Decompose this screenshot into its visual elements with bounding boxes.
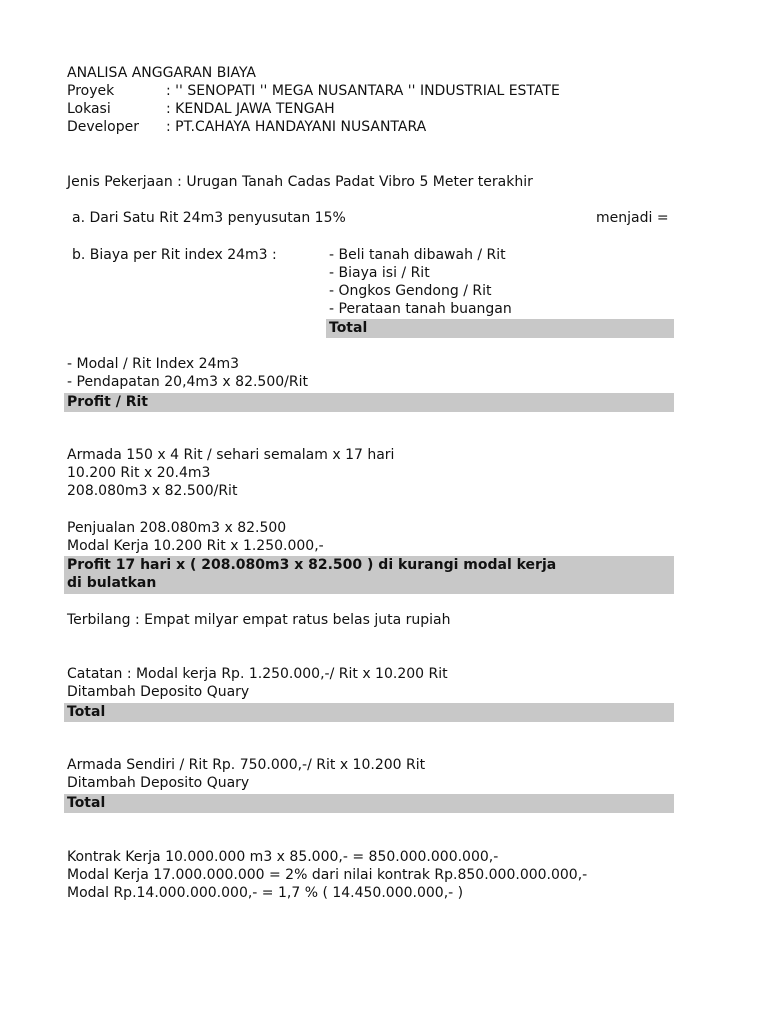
profit-17-hari-line-2: di bulatkan — [67, 575, 157, 591]
profit-rit-label: Profit / Rit — [67, 394, 148, 410]
header-value-proyek: : '' SENOPATI '' MEGA NUSANTARA '' INDUSTRIAL ESTATE — [166, 83, 560, 99]
cost-item-ongkos-gendong: - Ongkos Gendong / Rit — [329, 283, 492, 299]
armada-sendiri-total-label: Total — [67, 795, 106, 811]
modal-kerja-kontrak-line: Modal Kerja 17.000.000.000 = 2% dari nilai kontrak Rp.850.000.000.000,- — [67, 867, 588, 883]
terbilang-line: Terbilang : Empat milyar empat ratus belas juta rupiah — [67, 612, 451, 628]
header-label-proyek: Proyek — [67, 83, 115, 99]
header-value-lokasi: : KENDAL JAWA TENGAH — [166, 101, 335, 117]
item-a-result-label: menjadi = — [596, 210, 669, 226]
profit-17-hari-band — [64, 556, 674, 594]
armada-line-3: 208.080m3 x 82.500/Rit — [67, 483, 238, 499]
cost-item-perataan: - Perataan tanah buangan — [329, 301, 512, 317]
modal-persen-line: Modal Rp.14.000.000.000,- = 1,7 % ( 14.450.000.000,- ) — [67, 885, 464, 901]
modal-rit-line: - Modal / Rit Index 24m3 — [67, 356, 240, 372]
header-label-lokasi: Lokasi — [67, 101, 111, 117]
item-a-text: a. Dari Satu Rit 24m3 penyusutan 15% — [72, 210, 346, 226]
document-title: ANALISA ANGGARAN BIAYA — [67, 65, 256, 81]
profit-17-hari-line-1: Profit 17 hari x ( 208.080m3 x 82.500 ) di kurangi modal kerja — [67, 557, 557, 573]
item-b-total-band — [326, 319, 674, 338]
armada-line-1: Armada 150 x 4 Rit / sehari semalam x 17 hari — [67, 447, 395, 463]
catatan-line: Catatan : Modal kerja Rp. 1.250.000,-/ Rit x 10.200 Rit — [67, 666, 448, 682]
catatan-total-label: Total — [67, 704, 106, 720]
armada-sendiri-line: Armada Sendiri / Rit Rp. 750.000,-/ Rit x 10.200 Rit — [67, 757, 426, 773]
jenis-pekerjaan: Jenis Pekerjaan : Urugan Tanah Cadas Padat Vibro 5 Meter terakhir — [67, 174, 533, 190]
modal-kerja-line: Modal Kerja 10.200 Rit x 1.250.000,- — [67, 538, 324, 554]
header-label-developer: Developer — [67, 119, 140, 135]
item-b-text: b. Biaya per Rit index 24m3 : — [72, 247, 277, 263]
kontrak-kerja-line: Kontrak Kerja 10.000.000 m3 x 85.000,- = 850.000.000.000,- — [67, 849, 499, 865]
profit-rit-band — [64, 393, 674, 412]
header-value-developer: : PT.CAHAYA HANDAYANI NUSANTARA — [166, 119, 427, 135]
armada-sendiri-deposito-line: Ditambah Deposito Quary — [67, 775, 250, 791]
item-b-total-label: Total — [329, 320, 368, 336]
pendapatan-line: - Pendapatan 20,4m3 x 82.500/Rit — [67, 374, 308, 390]
penjualan-line: Penjualan 208.080m3 x 82.500 — [67, 520, 287, 536]
catatan-deposito-line: Ditambah Deposito Quary — [67, 684, 250, 700]
cost-item-beli-tanah: - Beli tanah dibawah / Rit — [329, 247, 506, 263]
armada-line-2: 10.200 Rit x 20.4m3 — [67, 465, 211, 481]
armada-sendiri-total-band — [64, 794, 674, 813]
cost-item-biaya-isi: - Biaya isi / Rit — [329, 265, 430, 281]
catatan-total-band — [64, 703, 674, 722]
